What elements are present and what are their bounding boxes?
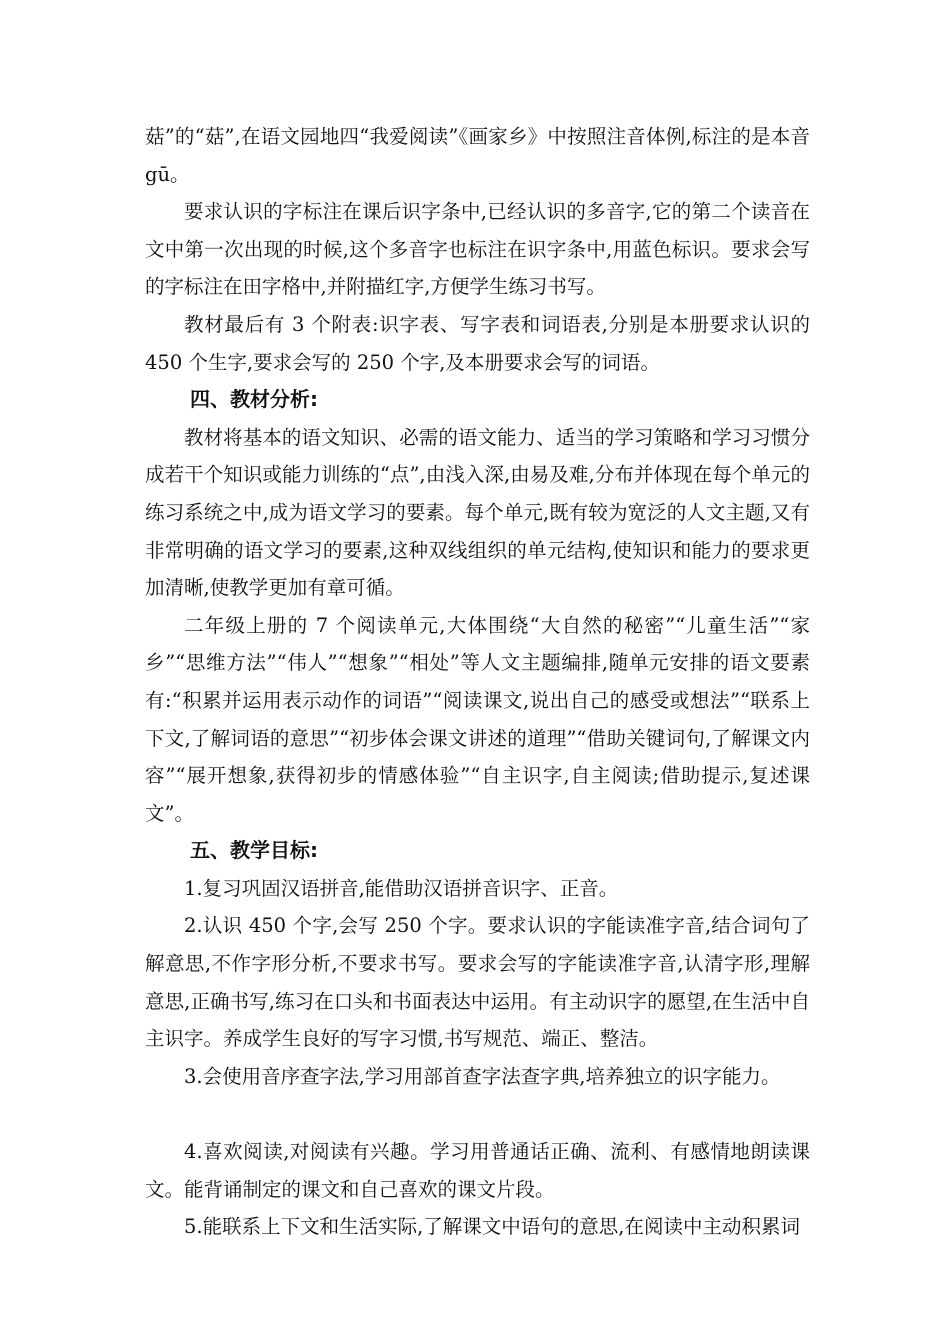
document-body xyxy=(145,118,810,1246)
goal-item: 3.会使用音序查字法,学习用部首查字法查字典,培养独立的识字能力。 xyxy=(184,1064,781,1088)
paragraph-textbook-structure: 教材将基本的语文知识、必需的语文能力、适当的学习策略和学习习惯分成若干个知识或能力训练的“点”,由浅入深,由易及难,分布并体现在每个单元的练习系统之中,成为语文学习的要素。每个单元,既有较为宽泛的人文主题,又有非常明确的语文学习的要素,这种双线组织的单元结构,使知识和能力的要求更加清晰,使教学更加有章可循。 xyxy=(145,425,810,600)
paragraph-appendix-tables: 教材最后有 3 个附表:识字表、写字表和词语表,分别是本册要求认识的 450 个生字,要求会写的 250 个字,及本册要求会写的词语。 xyxy=(145,312,810,374)
section-heading-textbook-analysis: 四、教材分析: xyxy=(190,387,318,412)
goal-item: 1.复习巩固汉语拼音,能借助汉语拼音识字、正音。 xyxy=(184,876,619,900)
paragraph-reading-units: 二年级上册的 7 个阅读单元,大体围绕“大自然的秘密”“儿童生活”“家乡”“思维方法”“伟人”“想象”“相处”等人文主题编排,随单元安排的语文要素有:“积累并运用表示动作的词语”“阅读课文,说出自己的感受或想法”“联系上下文,了解词语的意思”“初步体会课文讲述的道理”“借助关键词句,了解课文内容”“展开想象,获得初步的情感体验”“自主识字,自主阅读;借助提示,复述课文”。 xyxy=(145,613,810,825)
goal-item: 2.认识 450 个字,会写 250 个字。要求认识的字能读准字音,结合词句了解意思,不作字形分析,不要求书写。要求会写的字能读准字音,认清字形,理解意思,正确书写,练习在口头和书面表达中运用。有主动识字的愿望,在生活中自主识字。养成学生良好的写字习惯,书写规范、端正、整洁。 xyxy=(145,914,810,1051)
goal-item: 5.能联系上下文和生活实际,了解课文中语句的意思,在阅读中主动积累词 xyxy=(184,1215,801,1239)
blank-line xyxy=(145,1095,810,1133)
goal-item: 4.喜欢阅读,对阅读有兴趣。学习用普通话正确、流利、有感情地朗读课文。能背诵制定的课文和自己喜欢的课文片段。 xyxy=(145,1140,810,1201)
paragraph-literacy-marking: 要求认识的字标注在课后识字条中,已经认识的多音字,它的第二个读音在文中第一次出现的时候,这个多音字也标注在识字条中,用蓝色标识。要求会写的字标注在田字格中,并附描红字,方便学生练习书写。 xyxy=(145,200,810,299)
section-heading-teaching-goals: 五、教学目标: xyxy=(190,838,318,863)
paragraph-continued: 菇”的“菇”,在语文园地四“我爱阅读”《画家乡》中按照注音体例,标注的是本音 gū。 xyxy=(145,125,810,186)
